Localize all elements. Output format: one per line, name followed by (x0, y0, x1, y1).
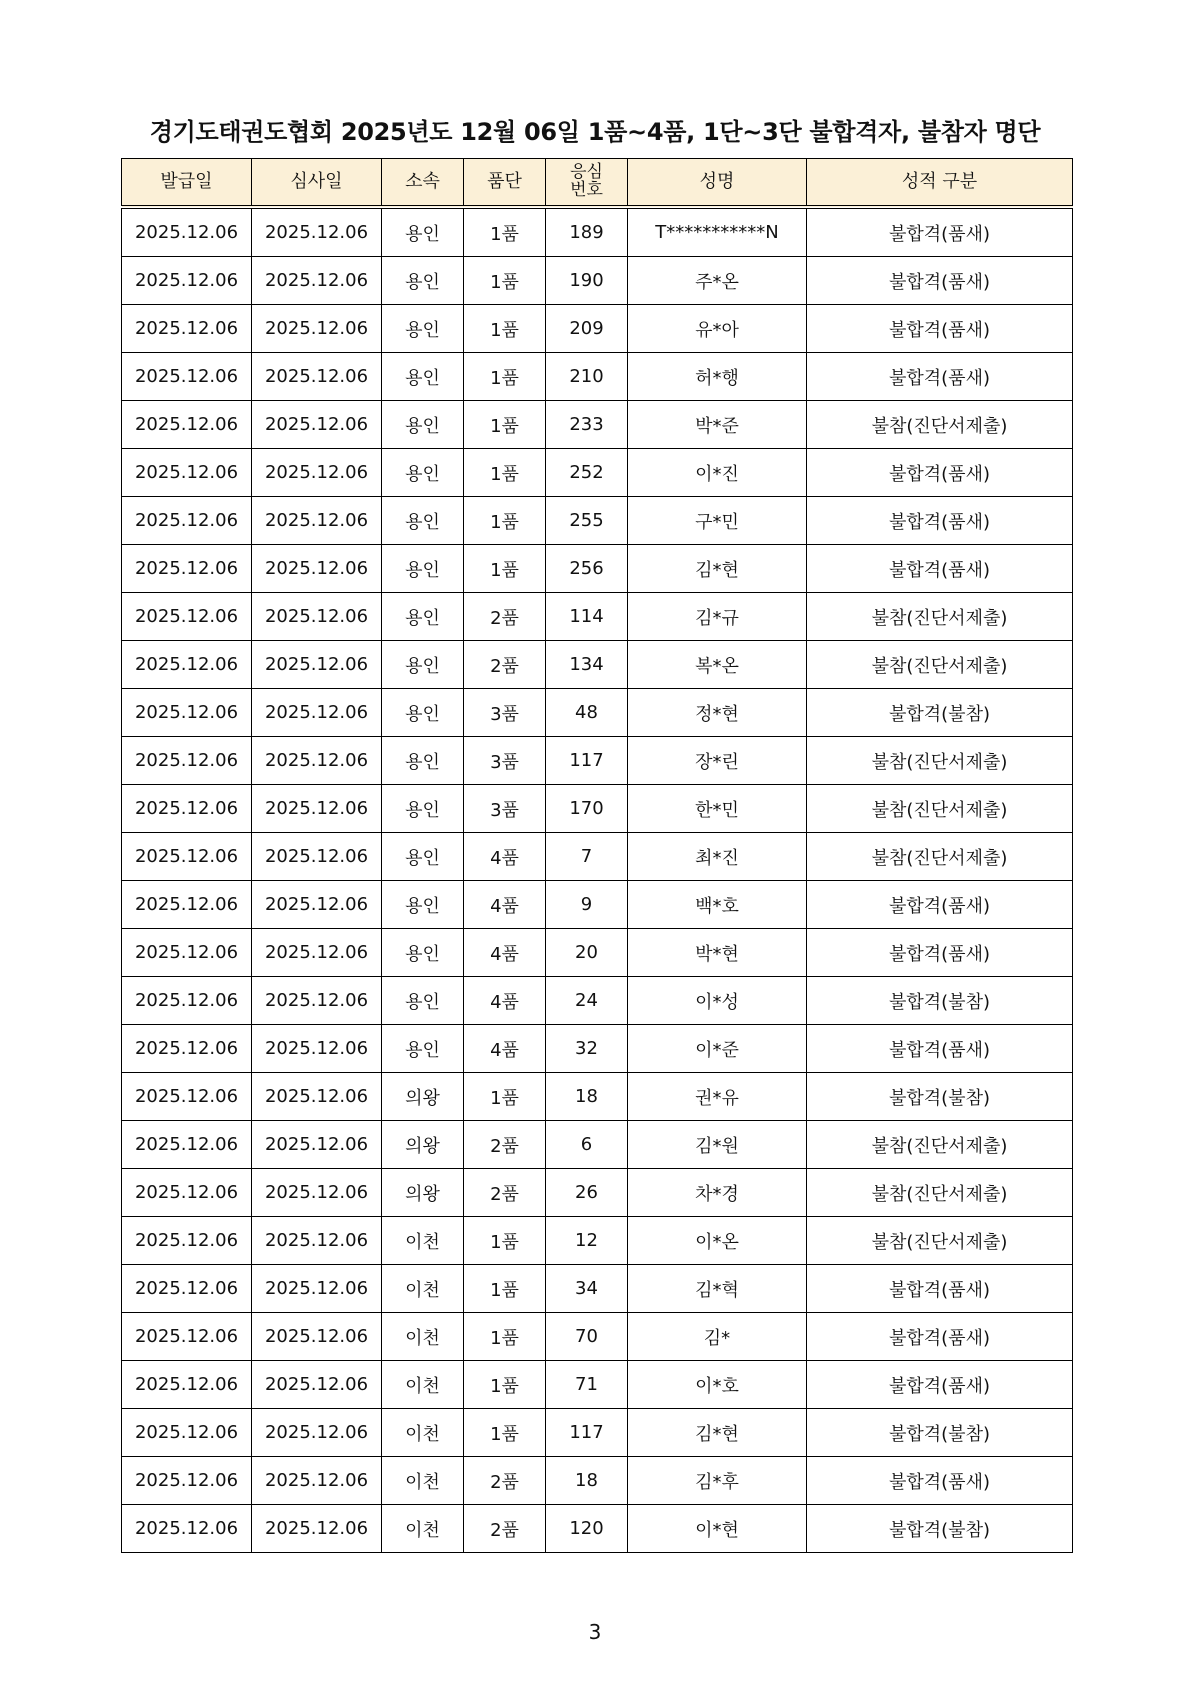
name-cell: 권*유 (628, 1073, 807, 1121)
exam-number-cell: 209 (546, 305, 628, 353)
exam-date-cell: 2025.12.06 (252, 689, 382, 737)
exam-date-cell: 2025.12.06 (252, 353, 382, 401)
exam-date-cell: 2025.12.06 (252, 401, 382, 449)
issue-date-cell: 2025.12.06 (122, 737, 252, 785)
table-row (122, 305, 1073, 353)
exam-number-cell: 32 (546, 1025, 628, 1073)
result-cell: 불참(진단서제출) (807, 1121, 1073, 1169)
rank-cell: 1품 (464, 353, 546, 401)
result-cell: 불합격(품새) (807, 1025, 1073, 1073)
result-cell: 불합격(불참) (807, 977, 1073, 1025)
rank-cell: 1품 (464, 1361, 546, 1409)
rank-cell: 1품 (464, 1409, 546, 1457)
affiliation-cell: 용인 (382, 641, 464, 689)
exam-number-cell: 120 (546, 1505, 628, 1553)
affiliation-cell: 용인 (382, 545, 464, 593)
rank-cell: 2품 (464, 641, 546, 689)
name-cell: 이*온 (628, 1217, 807, 1265)
table-row (122, 1361, 1073, 1409)
rank-cell: 4품 (464, 833, 546, 881)
exam-number-cell: 170 (546, 785, 628, 833)
issue-date-cell: 2025.12.06 (122, 689, 252, 737)
table-row (122, 497, 1073, 545)
header-name: 성명 (628, 159, 807, 208)
exam-date-cell: 2025.12.06 (252, 833, 382, 881)
result-cell: 불합격(불참) (807, 1073, 1073, 1121)
rank-cell: 2품 (464, 1169, 546, 1217)
table-row (122, 1505, 1073, 1553)
result-cell: 불합격(품새) (807, 497, 1073, 545)
table-row (122, 977, 1073, 1025)
exam-number-cell: 114 (546, 593, 628, 641)
exam-number-cell: 24 (546, 977, 628, 1025)
name-cell: 김* (628, 1313, 807, 1361)
exam-date-cell: 2025.12.06 (252, 1217, 382, 1265)
exam-date-cell: 2025.12.06 (252, 1265, 382, 1313)
exam-date-cell: 2025.12.06 (252, 1169, 382, 1217)
affiliation-cell: 용인 (382, 737, 464, 785)
affiliation-cell: 이천 (382, 1409, 464, 1457)
issue-date-cell: 2025.12.06 (122, 545, 252, 593)
exam-number-cell: 233 (546, 401, 628, 449)
exam-number-cell: 255 (546, 497, 628, 545)
rank-cell: 3품 (464, 737, 546, 785)
affiliation-cell: 용인 (382, 449, 464, 497)
rank-cell: 2품 (464, 1457, 546, 1505)
issue-date-cell: 2025.12.06 (122, 1361, 252, 1409)
name-cell: 김*혁 (628, 1265, 807, 1313)
result-cell: 불합격(품새) (807, 545, 1073, 593)
exam-number-cell: 134 (546, 641, 628, 689)
name-cell: 박*현 (628, 929, 807, 977)
name-cell: 정*현 (628, 689, 807, 737)
affiliation-cell: 이천 (382, 1265, 464, 1313)
rank-cell: 1품 (464, 1073, 546, 1121)
exam-date-cell: 2025.12.06 (252, 977, 382, 1025)
affiliation-cell: 이천 (382, 1505, 464, 1553)
table-row (122, 929, 1073, 977)
issue-date-cell: 2025.12.06 (122, 497, 252, 545)
exam-number-cell: 12 (546, 1217, 628, 1265)
exam-number-cell: 71 (546, 1361, 628, 1409)
result-cell: 불참(진단서제출) (807, 737, 1073, 785)
issue-date-cell: 2025.12.06 (122, 207, 252, 257)
table-header-row (122, 159, 1073, 208)
table-body (122, 207, 1073, 1553)
issue-date-cell: 2025.12.06 (122, 1169, 252, 1217)
name-cell: 김*원 (628, 1121, 807, 1169)
exam-date-cell: 2025.12.06 (252, 1121, 382, 1169)
affiliation-cell: 이천 (382, 1313, 464, 1361)
table-row (122, 257, 1073, 305)
result-cell: 불참(진단서제출) (807, 1217, 1073, 1265)
affiliation-cell: 의왕 (382, 1169, 464, 1217)
result-cell: 불합격(품새) (807, 1265, 1073, 1313)
exam-date-cell: 2025.12.06 (252, 1313, 382, 1361)
issue-date-cell: 2025.12.06 (122, 593, 252, 641)
result-cell: 불합격(품새) (807, 881, 1073, 929)
result-cell: 불합격(품새) (807, 257, 1073, 305)
issue-date-cell: 2025.12.06 (122, 1025, 252, 1073)
issue-date-cell: 2025.12.06 (122, 1313, 252, 1361)
name-cell: 최*진 (628, 833, 807, 881)
exam-date-cell: 2025.12.06 (252, 545, 382, 593)
table-row (122, 353, 1073, 401)
rank-cell: 4품 (464, 929, 546, 977)
name-cell: 이*준 (628, 1025, 807, 1073)
exam-number-cell: 256 (546, 545, 628, 593)
exam-number-cell: 48 (546, 689, 628, 737)
issue-date-cell: 2025.12.06 (122, 305, 252, 353)
table-row (122, 737, 1073, 785)
name-cell: 구*민 (628, 497, 807, 545)
issue-date-cell: 2025.12.06 (122, 929, 252, 977)
exam-date-cell: 2025.12.06 (252, 929, 382, 977)
header-exam-date: 심사일 (252, 159, 382, 208)
result-cell: 불합격(품새) (807, 929, 1073, 977)
table-row (122, 545, 1073, 593)
exam-date-cell: 2025.12.06 (252, 305, 382, 353)
exam-date-cell: 2025.12.06 (252, 1409, 382, 1457)
issue-date-cell: 2025.12.06 (122, 1073, 252, 1121)
result-cell: 불합격(품새) (807, 305, 1073, 353)
table-row (122, 1169, 1073, 1217)
rank-cell: 3품 (464, 689, 546, 737)
table-row (122, 401, 1073, 449)
exam-date-cell: 2025.12.06 (252, 641, 382, 689)
result-cell: 불합격(불참) (807, 1505, 1073, 1553)
name-cell: 박*준 (628, 401, 807, 449)
table-row (122, 1457, 1073, 1505)
name-cell: 김*현 (628, 545, 807, 593)
affiliation-cell: 용인 (382, 977, 464, 1025)
exam-date-cell: 2025.12.06 (252, 1361, 382, 1409)
exam-number-cell: 26 (546, 1169, 628, 1217)
exam-date-cell: 2025.12.06 (252, 207, 382, 257)
result-cell: 불합격(불참) (807, 1409, 1073, 1457)
table-row (122, 449, 1073, 497)
exam-date-cell: 2025.12.06 (252, 785, 382, 833)
table-row (122, 1409, 1073, 1457)
issue-date-cell: 2025.12.06 (122, 641, 252, 689)
exam-date-cell: 2025.12.06 (252, 1505, 382, 1553)
table-row (122, 1073, 1073, 1121)
result-cell: 불합격(품새) (807, 207, 1073, 257)
exam-number-cell: 252 (546, 449, 628, 497)
affiliation-cell: 용인 (382, 305, 464, 353)
exam-date-cell: 2025.12.06 (252, 593, 382, 641)
issue-date-cell: 2025.12.06 (122, 449, 252, 497)
affiliation-cell: 이천 (382, 1457, 464, 1505)
result-table (121, 158, 1073, 1553)
result-cell: 불합격(불참) (807, 689, 1073, 737)
name-cell: 김*현 (628, 1409, 807, 1457)
name-cell: 이*진 (628, 449, 807, 497)
affiliation-cell: 용인 (382, 881, 464, 929)
issue-date-cell: 2025.12.06 (122, 1265, 252, 1313)
affiliation-cell: 용인 (382, 833, 464, 881)
issue-date-cell: 2025.12.06 (122, 353, 252, 401)
header-exam-number (546, 159, 628, 208)
affiliation-cell: 용인 (382, 257, 464, 305)
table-row (122, 833, 1073, 881)
table-row (122, 593, 1073, 641)
issue-date-cell: 2025.12.06 (122, 1121, 252, 1169)
header-issue-date: 발급일 (122, 159, 252, 208)
name-cell: 장*린 (628, 737, 807, 785)
affiliation-cell: 용인 (382, 689, 464, 737)
header-exam-number-text: 응심 번호 (570, 162, 603, 200)
name-cell: 주*온 (628, 257, 807, 305)
exam-number-cell: 117 (546, 737, 628, 785)
table-row (122, 785, 1073, 833)
result-cell: 불참(진단서제출) (807, 833, 1073, 881)
header-affiliation: 소속 (382, 159, 464, 208)
exam-number-cell: 70 (546, 1313, 628, 1361)
affiliation-cell: 용인 (382, 401, 464, 449)
affiliation-cell: 용인 (382, 1025, 464, 1073)
result-cell: 불참(진단서제출) (807, 785, 1073, 833)
issue-date-cell: 2025.12.06 (122, 1409, 252, 1457)
affiliation-cell: 용인 (382, 207, 464, 257)
result-cell: 불참(진단서제출) (807, 593, 1073, 641)
name-cell: 이*호 (628, 1361, 807, 1409)
rank-cell: 2품 (464, 1505, 546, 1553)
rank-cell: 1품 (464, 1313, 546, 1361)
issue-date-cell: 2025.12.06 (122, 1217, 252, 1265)
exam-number-cell: 210 (546, 353, 628, 401)
exam-date-cell: 2025.12.06 (252, 1457, 382, 1505)
affiliation-cell: 의왕 (382, 1121, 464, 1169)
affiliation-cell: 용인 (382, 785, 464, 833)
rank-cell: 1품 (464, 545, 546, 593)
rank-cell: 1품 (464, 1265, 546, 1313)
issue-date-cell: 2025.12.06 (122, 881, 252, 929)
document-title: 경기도태권도협회 2025년도 12월 06일 1품~4품, 1단~3단 불합격자, 불참자 명단 (149, 118, 1041, 146)
name-cell: 유*아 (628, 305, 807, 353)
name-cell: 허*행 (628, 353, 807, 401)
result-cell: 불참(진단서제출) (807, 401, 1073, 449)
issue-date-cell: 2025.12.06 (122, 785, 252, 833)
rank-cell: 4품 (464, 977, 546, 1025)
exam-date-cell: 2025.12.06 (252, 881, 382, 929)
rank-cell: 3품 (464, 785, 546, 833)
issue-date-cell: 2025.12.06 (122, 257, 252, 305)
page-number: 3 (588, 1620, 602, 1644)
exam-number-cell: 190 (546, 257, 628, 305)
affiliation-cell: 용인 (382, 353, 464, 401)
rank-cell: 1품 (464, 257, 546, 305)
exam-number-cell: 117 (546, 1409, 628, 1457)
exam-date-cell: 2025.12.06 (252, 497, 382, 545)
name-cell: 김*후 (628, 1457, 807, 1505)
exam-number-cell: 189 (546, 207, 628, 257)
exam-number-cell: 18 (546, 1073, 628, 1121)
exam-number-cell: 20 (546, 929, 628, 977)
name-cell: 한*민 (628, 785, 807, 833)
header-rank: 품단 (464, 159, 546, 208)
affiliation-cell: 이천 (382, 1361, 464, 1409)
issue-date-cell: 2025.12.06 (122, 1505, 252, 1553)
affiliation-cell: 의왕 (382, 1073, 464, 1121)
table-row (122, 689, 1073, 737)
rank-cell: 4품 (464, 881, 546, 929)
table-row (122, 1313, 1073, 1361)
rank-cell: 1품 (464, 1217, 546, 1265)
issue-date-cell: 2025.12.06 (122, 401, 252, 449)
name-cell: T***********N (628, 207, 807, 257)
exam-date-cell: 2025.12.06 (252, 737, 382, 785)
result-cell: 불합격(품새) (807, 1361, 1073, 1409)
exam-number-cell: 6 (546, 1121, 628, 1169)
rank-cell: 1품 (464, 401, 546, 449)
affiliation-cell: 용인 (382, 929, 464, 977)
affiliation-cell: 이천 (382, 1217, 464, 1265)
result-cell: 불합격(품새) (807, 1457, 1073, 1505)
affiliation-cell: 용인 (382, 497, 464, 545)
table-row (122, 1025, 1073, 1073)
affiliation-cell: 용인 (382, 593, 464, 641)
exam-number-cell: 18 (546, 1457, 628, 1505)
result-cell: 불참(진단서제출) (807, 1169, 1073, 1217)
header-result: 성적 구분 (807, 159, 1073, 208)
exam-date-cell: 2025.12.06 (252, 1073, 382, 1121)
rank-cell: 4품 (464, 1025, 546, 1073)
issue-date-cell: 2025.12.06 (122, 1457, 252, 1505)
table-row (122, 1217, 1073, 1265)
exam-date-cell: 2025.12.06 (252, 1025, 382, 1073)
table-row (122, 1265, 1073, 1313)
result-cell: 불합격(품새) (807, 449, 1073, 497)
table-row (122, 881, 1073, 929)
name-cell: 김*규 (628, 593, 807, 641)
exam-number-cell: 9 (546, 881, 628, 929)
rank-cell: 1품 (464, 305, 546, 353)
rank-cell: 1품 (464, 449, 546, 497)
exam-number-cell: 34 (546, 1265, 628, 1313)
name-cell: 이*성 (628, 977, 807, 1025)
issue-date-cell: 2025.12.06 (122, 833, 252, 881)
table-row (122, 1121, 1073, 1169)
table-row (122, 641, 1073, 689)
table-row (122, 207, 1073, 257)
rank-cell: 1품 (464, 497, 546, 545)
name-cell: 이*현 (628, 1505, 807, 1553)
result-cell: 불합격(품새) (807, 353, 1073, 401)
rank-cell: 1품 (464, 207, 546, 257)
name-cell: 복*온 (628, 641, 807, 689)
exam-date-cell: 2025.12.06 (252, 257, 382, 305)
exam-date-cell: 2025.12.06 (252, 449, 382, 497)
rank-cell: 2품 (464, 593, 546, 641)
exam-number-cell: 7 (546, 833, 628, 881)
name-cell: 백*호 (628, 881, 807, 929)
rank-cell: 2품 (464, 1121, 546, 1169)
name-cell: 차*경 (628, 1169, 807, 1217)
result-cell: 불참(진단서제출) (807, 641, 1073, 689)
issue-date-cell: 2025.12.06 (122, 977, 252, 1025)
result-cell: 불합격(품새) (807, 1313, 1073, 1361)
